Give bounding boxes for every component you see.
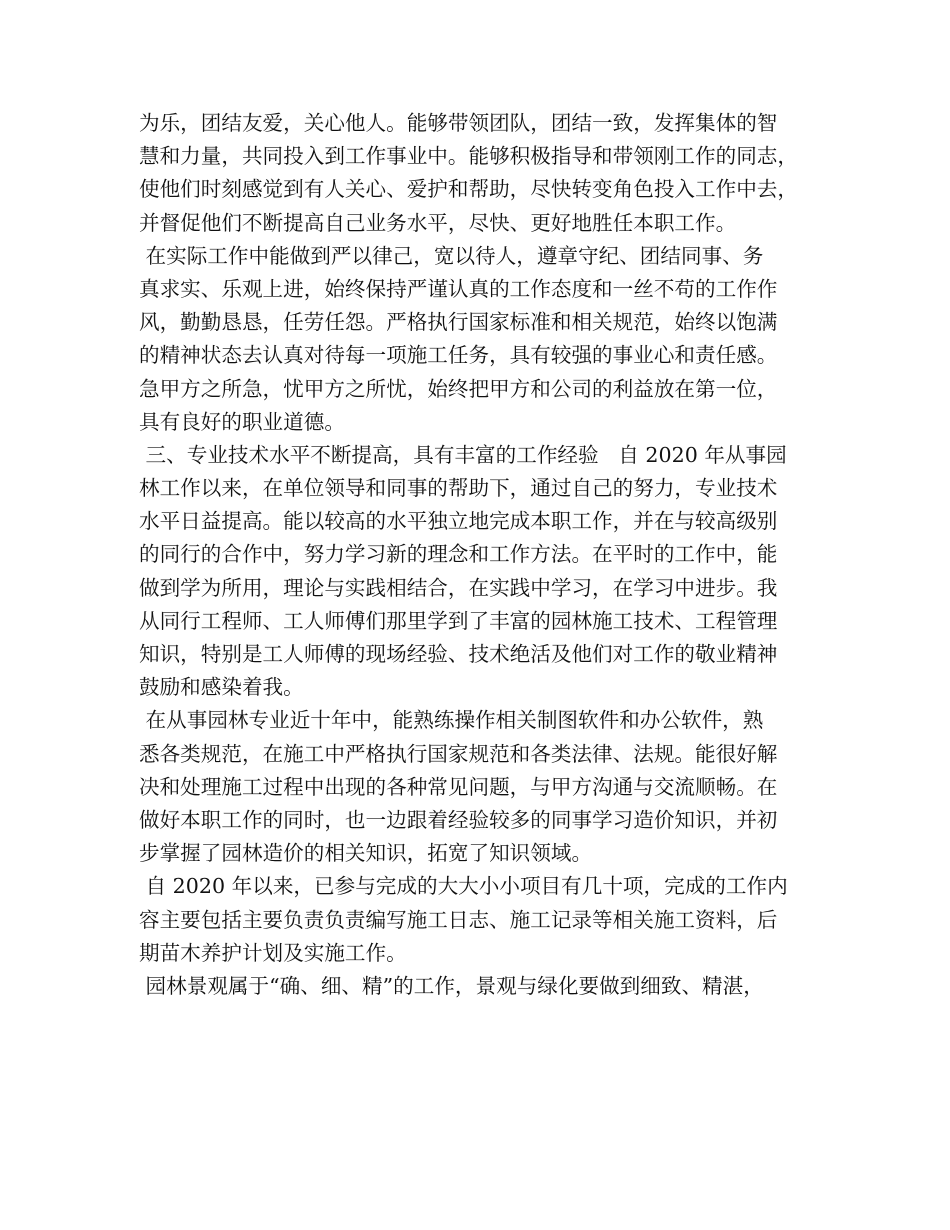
document-body	[139, 107, 829, 1003]
text-line: 园林景观属于“确、细、精”的工作，景观与绿化要做到细致、精湛，	[139, 973, 764, 998]
text-line: 期苗木养护计划及实施工作。	[139, 940, 407, 965]
text-line: 知识，特别是工人师傅的现场经验、技术绝活及他们对工作的敬业精神	[139, 642, 778, 666]
text-line: 林工作以来，在单位领导和同事的帮助下，通过自己的努力，专业技术	[139, 476, 778, 501]
text-line: 容主要包括主要负责负责编写施工日志、施工记录等相关施工资料，后	[139, 907, 778, 932]
text-line: 为乐，团结友爱，关心他人。能够带领团队，团结一致，发挥集体的智	[139, 111, 778, 135]
text-line: 具有良好的职业道德。	[139, 409, 345, 434]
text-line: 做好本职工作的同时，也一边跟着经验较多的同事学习造价知识，并初	[139, 807, 778, 832]
text-line: 慧和力量，共同投入到工作事业中。能够积极指导和带领刚工作的同志，	[139, 144, 798, 169]
text-line: 鼓励和感染着我。	[139, 675, 304, 700]
text-line: 悉各类规范，在施工中严格执行国家规范和各类法律、法规。能很好解	[139, 741, 778, 766]
text-line: 步掌握了园林造价的相关知识，拓宽了知识领域。	[139, 841, 593, 866]
text-line: 自 2020 年以来，已参与完成的大大小小项目有几十项，完成的工作内	[139, 874, 788, 899]
text-line: 水平日益提高。能以较高的水平独立地完成本职工作，并在与较高级别	[139, 509, 778, 534]
text-line: 的精神状态去认真对待每一项施工任务，具有较强的事业心和责任感。	[139, 343, 778, 368]
text-line: 从同行工程师、工人师傅们那里学到了丰富的园林施工技术、工程管理	[139, 608, 778, 633]
text-line: 的同行的合作中，努力学习新的理念和工作方法。在平时的工作中，能	[139, 542, 778, 567]
text-line: 决和处理施工过程中出现的各种常见问题，与甲方沟通与交流顺畅。在	[139, 774, 778, 799]
text-line: 风，勤勤恳恳，任劳任怨。严格执行国家标准和相关规范，始终以饱满	[139, 310, 778, 335]
text-line: 在实际工作中能做到严以律己，宽以待人，遵章守纪、团结同事、务	[139, 243, 764, 268]
text-line: 真求实、乐观上进，始终保持严谨认真的工作态度和一丝不苟的工作作	[139, 276, 778, 301]
text-line: 三、专业技术水平不断提高，具有丰富的工作经验 自 2020 年从事园	[139, 442, 787, 467]
text-line: 使他们时刻感觉到有人关心、爱护和帮助，尽快转变角色投入工作中去，	[139, 177, 798, 202]
text-line: 在从事园林专业近十年中，能熟练操作相关制图软件和办公软件，熟	[139, 708, 764, 733]
text-line: 急甲方之所急，忧甲方之所忧，始终把甲方和公司的利益放在第一位，	[139, 376, 778, 401]
text-line: 并督促他们不断提高自己业务水平，尽快、更好地胜任本职工作。	[139, 210, 737, 235]
text-line: 做到学为所用，理论与实践相结合，在实践中学习，在学习中进步。我	[139, 575, 778, 600]
